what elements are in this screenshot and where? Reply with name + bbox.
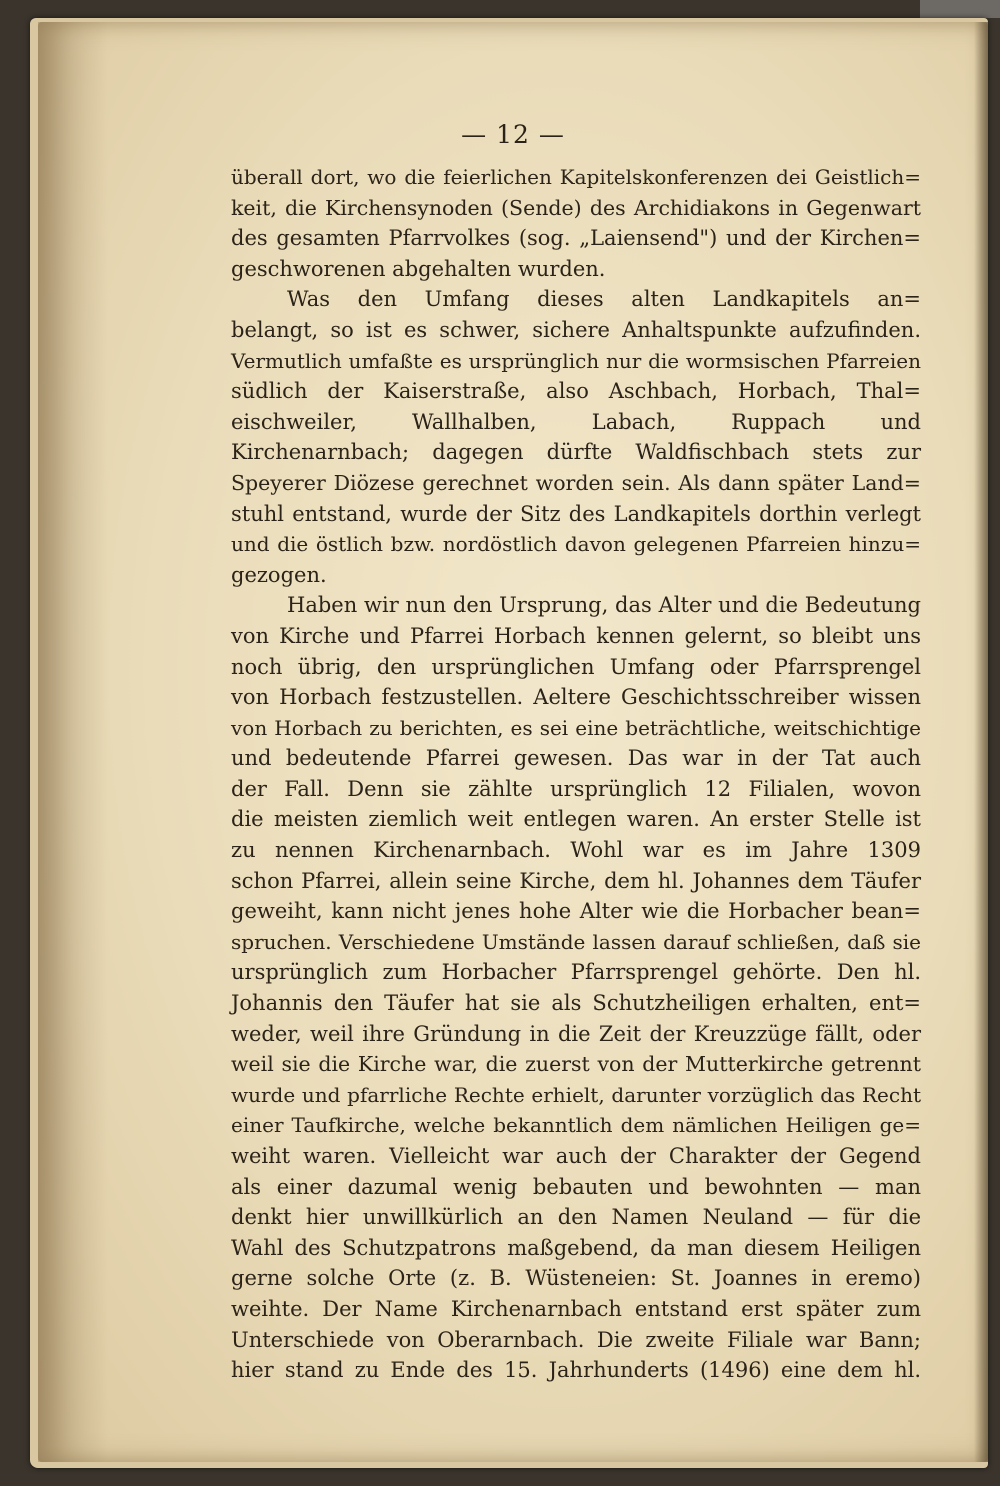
- text-line: Haben wir nun den Ursprung, das Alter und die Bedeutung: [287, 593, 921, 618]
- text-line: weiht waren. Vielleicht war auch der Charakter der Gegend: [231, 1144, 921, 1168]
- text-line: und die östlich bzw. nordöstlich davon gelegenen Pfarreien hinzu=: [231, 532, 921, 557]
- text-line: gerne solche Orte (z. B. Wüsteneien: St. Joannes in eremo): [231, 1266, 921, 1291]
- text-line: gezogen.: [231, 562, 327, 587]
- spine-shadow: [38, 22, 108, 1462]
- text-line: noch übrig, den ursprünglichen Umfang oder Pfarrsprengel: [231, 654, 921, 679]
- text-line: und bedeutende Pfarrei gewesen. Das war in der Tat auch: [231, 746, 921, 771]
- text-line: schon Pfarrei, allein seine Kirche, dem hl. Johannes dem Täufer: [231, 868, 921, 893]
- text-line: belangt, so ist es schwer, sichere Anhaltspunkte aufzufinden.: [231, 317, 921, 342]
- text-line: Speyerer Diözese gerechnet worden sein. Als dann später Land=: [231, 470, 921, 495]
- text-line: der Fall. Denn sie zählte ursprünglich 12 Filialen, wovon: [231, 776, 921, 801]
- text-line: von Kirche und Pfarrei Horbach kennen gelernt, so bleibt uns: [231, 623, 921, 648]
- page-number: — 12 —: [461, 120, 565, 149]
- text-line: weil sie die Kirche war, die zuerst von der Mutterkirche getrennt: [231, 1052, 921, 1077]
- text-line: von Horbach zu berichten, es sei eine beträchtliche, weitschichtige: [231, 715, 921, 740]
- text-line: einer Taufkirche, welche bekanntlich dem nämlichen Heiligen ge=: [231, 1113, 921, 1138]
- text-line: geweiht, kann nicht jenes hohe Alter wie die Horbacher bean=: [231, 899, 921, 924]
- page-right-edge: [974, 22, 988, 1462]
- scan-background-strip: [920, 0, 1000, 18]
- text-line: eischweiler, Wallhalben, Labach, Ruppach und: [231, 409, 921, 434]
- text-line: südlich der Kaiserstraße, also Aschbach, Horbach, Thal=: [231, 379, 921, 404]
- text-line: weder, weil ihre Gründung in die Zeit der Kreuzzüge fällt, oder: [231, 1021, 921, 1046]
- text-line: ursprünglich zum Horbacher Pfarrsprengel gehörte. Den hl.: [231, 960, 921, 985]
- text-line: überall dort, wo die feierlichen Kapitelskonferenzen dei Geistlich=: [231, 165, 921, 189]
- text-line: spruchen. Verschiedene Umstände lassen darauf schließen, daß sie: [231, 929, 921, 954]
- text-line: stuhl entstand, wurde der Sitz des Landkapitels dorthin verlegt: [231, 501, 921, 526]
- book-page: [38, 22, 988, 1462]
- body-text: [231, 162, 921, 1386]
- text-line: wurde und pfarrliche Rechte erhielt, darunter vorzüglich das Recht: [231, 1082, 921, 1107]
- text-line: von Horbach festzustellen. Aeltere Geschichtsschreiber wissen: [231, 685, 921, 710]
- text-line: als einer dazumal wenig bebauten und bewohnten — man: [231, 1174, 921, 1199]
- text-line: die meisten ziemlich weit entlegen waren. An erster Stelle ist: [231, 807, 921, 832]
- text-line: Unterschiede von Oberarnbach. Die zweite Filiale war Bann;: [231, 1327, 921, 1352]
- text-line: Was den Umfang dieses alten Landkapitels an=: [287, 287, 921, 312]
- text-line: hier stand zu Ende des 15. Jahrhunderts (1496) eine dem hl.: [231, 1358, 921, 1383]
- text-line: zu nennen Kirchenarnbach. Wohl war es im Jahre 1309: [231, 838, 921, 863]
- text-line: denkt hier unwillkürlich an den Namen Neuland — für die: [231, 1205, 921, 1230]
- text-line: des gesamten Pfarrvolkes (sog. „Laiensend") und der Kirchen=: [231, 226, 921, 251]
- text-line: geschworenen abgehalten wurden.: [231, 256, 606, 281]
- text-line: weihte. Der Name Kirchenarnbach entstand erst später zum: [231, 1296, 921, 1321]
- text-line: Johannis den Täufer hat sie als Schutzheiligen erhalten, ent=: [231, 991, 921, 1016]
- text-line: Vermutlich umfaßte es ursprünglich nur die wormsischen Pfarreien: [231, 348, 921, 373]
- text-line: keit, die Kirchensynoden (Sende) des Archidiakons in Gegenwart: [231, 195, 921, 220]
- text-line: Wahl des Schutzpatrons maßgebend, da man diesem Heiligen: [231, 1235, 921, 1260]
- text-line: Kirchenarnbach; dagegen dürfte Waldfischbach stets zur: [231, 440, 921, 465]
